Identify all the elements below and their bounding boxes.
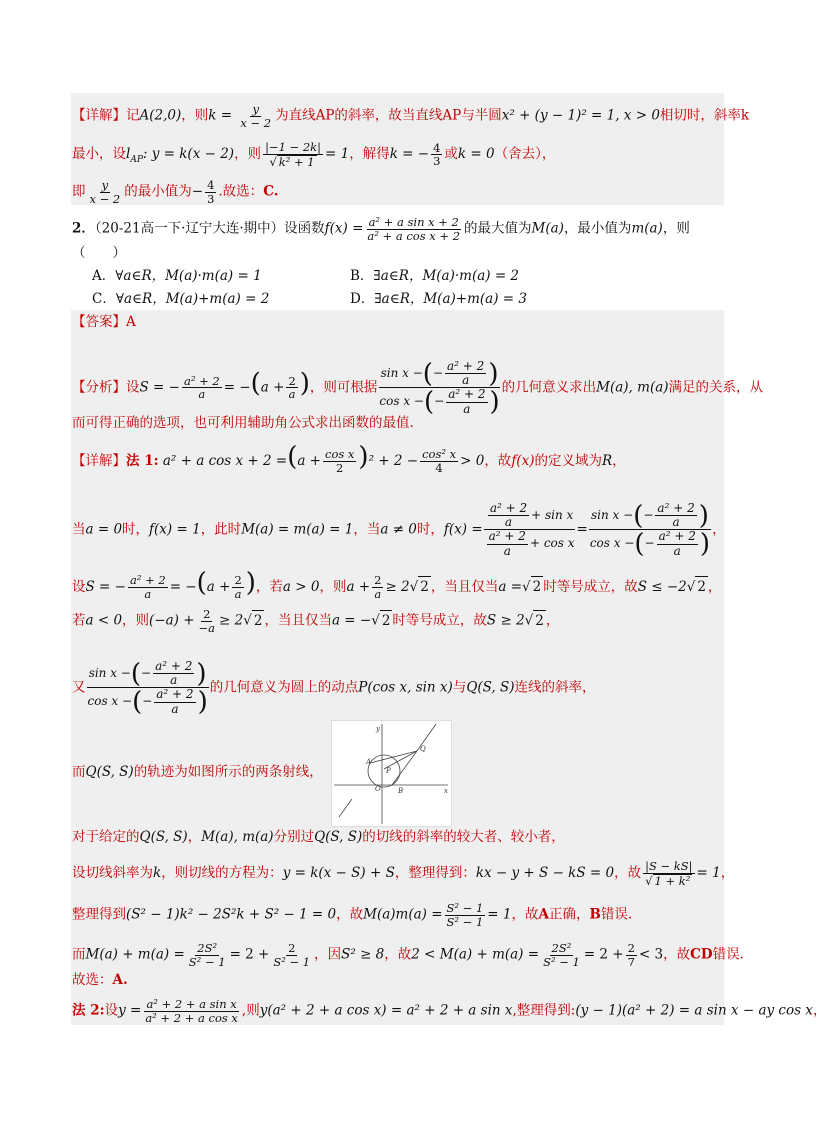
fraction: $\frac{|S - kS|}{\text{√ 1 + k²}}$: [645, 859, 693, 888]
analysis-label: 【分析】: [72, 379, 126, 396]
y-label: y: [376, 725, 380, 733]
point-Q-label: Q: [420, 745, 426, 753]
fraction: $\frac{2}{a}$: [234, 573, 242, 601]
fraction: $\frac{\text{2S²}}{\text{S² − 1}}$: [188, 941, 226, 969]
point-A-label: A: [366, 758, 372, 766]
circle-tangent-diagram: [332, 721, 451, 826]
method1-label: 法 1:: [126, 453, 159, 469]
method1-line-5: 又 sin x − ( − $\frac{\text{a² + 2}}{a}$ ) cos x − ( − $\frac{\text{a² + 2}}{a}$ ) 的几何意义为圆上的动点P(cos x, sin x)与Q(S, S)连线的斜率，: [72, 658, 596, 718]
question-source: （20-21高一下·辽宁大连·期中）: [94, 220, 285, 237]
answer-label: 【答案】: [72, 314, 126, 330]
x-label: x: [444, 787, 448, 795]
option-D[interactable]: D．∃a∈R，M(a)+m(a) = 3: [350, 291, 527, 307]
option-A[interactable]: A．∀a∈R，M(a)·m(a) = 1: [92, 268, 262, 284]
analysis-line-2: 而可得正确的选项，也可利用辅助角公式求出函数的最值.: [72, 415, 414, 431]
question-2-stem: 2．（20-21高一下·辽宁大连·期中）设函数f(x) = $\frac{\text{a² + a sin x + 2}}{\text{a² + a cos x + 2}}$ 的最大值为M(a)，最小值为m(a)，则: [72, 215, 690, 243]
method2-label: 法 2:: [72, 1002, 105, 1019]
method1-line-10: 而M(a) + m(a) = $\frac{\text{2S²}}{\text{S² − 1}}$ = 2 + $\frac{2}{\text{S² − 1}}$ ，因S² ≥ 8，故2 < M(a) + m(a) = $\frac{\text{2S²}}{\text{S² − 1}}$ = 2 + $\frac{2}{7}$ < 3，故CD错误.: [72, 941, 744, 969]
option-C[interactable]: C．∀a∈R，M(a)+m(a) = 2: [92, 291, 270, 307]
fraction: $\frac{\text{a² + a sin x + 2}}{\text{a² + a cos x + 2}}$: [367, 215, 461, 243]
fraction: $\frac{2}{\text{S² − 1}}$: [273, 941, 311, 969]
option-B[interactable]: B．∃a∈R，M(a)·m(a) = 2: [350, 268, 520, 284]
method1-conclusion: 故选：A.: [72, 972, 128, 988]
ray-lower: [339, 799, 352, 817]
point-P-label: P: [386, 767, 391, 775]
method2-line-1: 法 2:设y = $\frac{\text{a² + 2 + a sin x}}{\text{a² + 2 + a cos x}}$ ,则y(a² + 2 + a cos x) = a² + 2 + a sin x,整理得到:(y − 1)(a² + 2) = a sin x − ay cos x，: [72, 997, 826, 1025]
fraction: $\frac{4}{3}$: [207, 178, 215, 206]
question-number: 2．: [72, 220, 95, 237]
method1-line-2: 当a = 0时，f(x) = 1，此时M(a) = m(a) = 1，当a ≠ 0时，f(x) = $\frac{\text{a² + 2}}{a}$ + sin x $\frac{\text{a² + 2}}{a}$ + cos x = sin x − ( − $\frac{\text{a² + 2}}{a}$ ) cos x − ( − $\frac{\text{a² + 2}}{a}$ ) ，: [72, 500, 726, 560]
answer-value: A: [126, 314, 136, 330]
method1-line-8: 设切线斜率为k，则切线的方程为：y = k(x − S) + S，整理得到：kx − y + S − kS = 0，故 $\frac{|S - kS|}{\text{√ 1 + k²}}$ = 1，: [72, 859, 735, 888]
detail-line-1: 【详解】记A(2,0)，则k = $\frac{y}{x - 2}$ 为直线AP的斜率，故当直线AP与半圆x² + (y − 1)² = 1, x > 0相切时，斜率k: [72, 102, 750, 130]
origin-label: O: [375, 785, 381, 793]
method1-line-4: 若a < 0，则(−a) + $\frac{2}{-a}$ ≥ 2√ 2 ，当且仅当a = −√ 2 时等号成立，故S ≥ 2√ 2 ，: [72, 607, 560, 635]
fraction: $\frac{\text{cos² x}}{4}$: [422, 447, 457, 475]
detail-line-2: 最小，设$l_{AP}$: y = k(x − 2)，则 $\frac{|-1 - 2k|}{\text{√ k² + 1}}$ = 1，解得k = − $\frac{4}{3}$ 或k = 0（舍去），: [72, 140, 556, 169]
fraction: $\frac{y}{x - 2}$: [240, 102, 272, 130]
big-fraction: sin x − ( − $\frac{\text{a² + 2}}{a}$ ) cos x − ( − $\frac{\text{a² + 2}}{a}$ ): [589, 500, 711, 560]
big-fraction: sin x − ( − $\frac{\text{a² + 2}}{a}$ ) cos x − ( − $\frac{\text{a² + 2}}{a}$ ): [379, 358, 500, 418]
fraction: $\frac{2}{7}$: [627, 941, 635, 969]
method1-line-7: 对于给定的Q(S, S)，M(a), m(a)分别过Q(S, S)的切线的斜率的较大者、较小者，: [72, 829, 565, 845]
method1-line-3: 设S = − $\frac{\text{a² + 2}}{a}$ = −(a + $\frac{2}{a}$ )，若a > 0，则a + $\frac{2}{a}$ ≥ 2√ 2 ，当且仅当a =√ 2 时等号成立，故S ≤ −2√ 2 ，: [72, 568, 722, 601]
big-fraction: sin x − ( − $\frac{\text{a² + 2}}{a}$ ) cos x − ( − $\frac{\text{a² + 2}}{a}$ ): [87, 658, 208, 718]
point-B-label: B: [398, 787, 404, 795]
fraction: $\frac{2}{-a}$: [198, 607, 216, 635]
analysis-line-1: 【分析】设S = − $\frac{\text{a² + 2}}{a}$ = −(a + $\frac{2}{a}$ )，则可根据 sin x − ( − $\frac{\text{a² + 2}}{a}$ ) cos x − ( − $\frac{\text{a² + 2}}{a}$ ) 的几何意义求出M(a), m(a)满足的关系，从: [72, 358, 764, 418]
fraction: $\frac{\text{a² + 2 + a sin x}}{\text{a² + 2 + a cos x}}$: [145, 997, 238, 1025]
fraction: $\frac{2}{a}$: [288, 373, 296, 402]
big-fraction: $\frac{\text{a² + 2}}{a}$ + sin x $\frac{\text{a² + 2}}{a}$ + cos x: [483, 502, 577, 558]
fraction: $\frac{\text{a² + 2}}{a}$: [129, 573, 166, 601]
fraction: $\frac{\text{a² + 2}}{a}$: [183, 373, 220, 402]
fraction: $\frac{y}{x - 2}$: [89, 178, 121, 206]
geometry-figure: [331, 720, 452, 827]
method1-line-9: 整理得到(S² − 1)k² − 2S²k + S² − 1 = 0，故M(a)m(a) = $\frac{\text{S² − 1}}{\text{S² − 1}}$ = 1，故A正确，B错误.: [72, 901, 633, 929]
fraction: $\frac{\text{2S²}}{\text{S² − 1}}$: [543, 941, 580, 969]
fraction: $\frac{|-1 - 2k|}{\text{√ k² + 1}}$: [265, 140, 321, 169]
answer-parens: （ ）: [72, 245, 126, 261]
fraction: $\frac{4}{3}$: [433, 140, 441, 169]
detail-label: 【详解】: [72, 107, 126, 124]
answer-line: [72, 312, 136, 332]
method1-line-6: 而Q(S, S)的轨迹为如图所示的两条射线，: [72, 764, 323, 780]
detail-line-3: 即 $\frac{y}{x - 2}$ 的最小值为− $\frac{4}{3}$ .故选：C.: [72, 178, 279, 206]
method1-line-1: 【详解】法 1: a² + a cos x + 2 =(a + $\frac{\text{cos x}}{2}$ )² + 2 − $\frac{\text{cos² x}}{4}$ > 0，故f(x)的定义域为R，: [72, 442, 626, 475]
fraction: $\frac{\text{cos x}}{2}$: [325, 447, 355, 475]
fraction: $\frac{2}{a}$: [374, 573, 382, 601]
fraction: $\frac{\text{S² − 1}}{\text{S² − 1}}$: [446, 901, 484, 929]
